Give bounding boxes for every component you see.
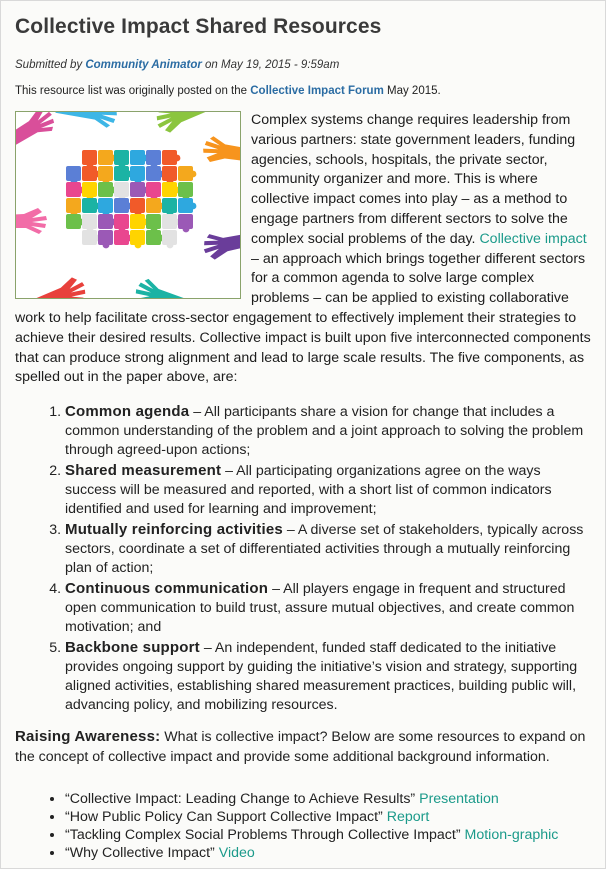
hand-shape	[16, 208, 47, 234]
component-desc: – All participants share a vision for change that includes a common understanding of the problem and a joint approach to solving the problem through agreed-upon actions;	[65, 404, 584, 459]
submitted-line	[15, 59, 591, 71]
resources-list	[15, 790, 591, 862]
hand-shape	[54, 112, 119, 129]
resource-link[interactable]: Presentation	[419, 790, 499, 807]
hand-shape	[201, 225, 240, 261]
component-desc: – All players engage in frequent and structured open communication to build trust, assure mutual objectives, and create common motivation; and	[65, 581, 575, 636]
list-item	[65, 402, 591, 460]
collective-impact-forum-link[interactable]: Collective Impact Forum	[250, 85, 384, 97]
list-item	[65, 844, 591, 862]
intro-note-prefix: This resource list was originally posted on the	[15, 85, 248, 97]
puzzle-knob	[135, 242, 142, 249]
collective-impact-link[interactable]: Collective impact	[479, 230, 587, 247]
resource-title: “How Public Policy Can Support Collective Impact”	[65, 808, 383, 825]
puzzle-knob	[103, 242, 110, 249]
component-desc: – All participating organizations agree on the ways success will be measured and reported, with a short list of common indicators identified and used for learning and improvement;	[65, 463, 552, 518]
component-desc: – An independent, funded staff dedicated to the initiative provides ongoing support by guiding the initiative’s vision and strategy, supporting aligned activities, establishing shared measurement practices, building public will, advancing policy, and mobilizing resources.	[65, 640, 578, 714]
component-term: Backbone support	[65, 639, 200, 657]
list-item	[65, 790, 591, 808]
raising-awareness	[15, 727, 591, 768]
list-item	[65, 826, 591, 844]
puzzle-knob	[174, 155, 181, 162]
puzzle-knob	[167, 242, 174, 249]
submitted-date: on May 19, 2015 - 9:59am	[205, 59, 340, 71]
puzzle-hands-illustration	[15, 111, 241, 299]
list-item	[65, 461, 591, 519]
hand-shape	[132, 276, 198, 298]
puzzle-knob	[190, 171, 197, 178]
resource-title: “Why Collective Impact”	[65, 844, 215, 861]
list-item	[65, 579, 591, 637]
body-part1: Complex systems change requires leadership from various partners: state government leaders, funding agencies, schools, hospitals, the private sector, community organizer and more. This is where collective impact comes into play – as a method to engage partners from different sectors to solve the complex social problems of the day.	[251, 112, 576, 247]
list-item	[65, 638, 591, 715]
hand-shape	[16, 112, 59, 157]
component-term: Mutually reinforcing activities	[65, 521, 283, 539]
resource-link[interactable]: Video	[218, 844, 255, 861]
resource-link[interactable]: Report	[386, 808, 430, 825]
resource-title: “Collective Impact: Leading Change to Achieve Results”	[65, 790, 416, 807]
list-item	[65, 808, 591, 826]
list-item	[65, 520, 591, 578]
hand-shape	[201, 135, 240, 171]
puzzle-hands-icon	[16, 112, 240, 298]
awareness-text: What is collective impact? Below are some resources to expand on the concept of collective impact and provide some additional background information.	[15, 729, 586, 765]
intro-note-suffix: May 2015.	[387, 85, 441, 97]
resource-title: “Tackling Complex Social Problems Through Collective Impact”	[65, 826, 461, 843]
awareness-heading: Raising Awareness:	[15, 728, 161, 746]
puzzle-knob	[190, 203, 197, 210]
resource-link[interactable]: Motion-graphic	[464, 826, 559, 843]
puzzle-knob	[183, 226, 190, 233]
body-paragraph	[15, 111, 591, 388]
component-term: Shared measurement	[65, 462, 222, 480]
author-link[interactable]: Community Animator	[85, 59, 202, 71]
hand-shape	[23, 274, 89, 298]
component-term: Common agenda	[65, 403, 190, 421]
page-title: Collective Impact Shared Resources	[15, 15, 382, 38]
body-part2: – an approach which brings together different sectors for a common agenda to solve large complex problems – can be applied to existing collaborative work to help facilitate cross-sector engagement to effectively implement their strategies to achieve their desired results. Collective impact is built upon five interconnected components that can produce strong alignment and lead to large scale results. The five components, as spelled out in the paper above, are:	[15, 250, 591, 386]
component-term: Continuous communication	[65, 580, 269, 598]
hand-shape	[153, 112, 219, 136]
submitted-prefix: Submitted by	[15, 59, 83, 71]
component-desc: – A diverse set of stakeholders, typically across sectors, coordinate a set of differentiated activities through a mutually reinforcing plan of action;	[65, 522, 584, 577]
components-list	[15, 402, 591, 715]
intro-note	[15, 85, 591, 97]
